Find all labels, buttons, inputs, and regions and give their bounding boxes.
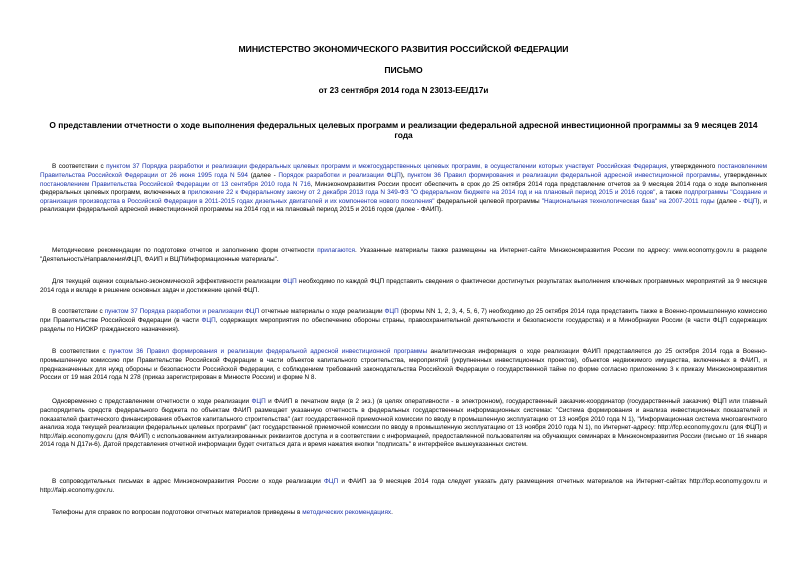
paragraph-text: Методические рекомендации по подготовке отчетов и заполнению форм отчетности — [52, 247, 318, 255]
doc-link[interactable]: прилагаются — [317, 247, 355, 255]
doc-link[interactable]: постановлением Правительства Российской Федерации от 13 сентября 2010 года N 716 — [40, 180, 311, 188]
doc-link[interactable]: ФЦП — [201, 316, 216, 324]
paragraph-text: В соответствии с — [52, 163, 107, 171]
paragraph-2 — [40, 247, 767, 264]
document-title: О представлении отчетности о ходе выполнения федеральных целевых программ и реализации федеральной адресной инвестиционной программы за 9 месяцев 2014 года — [49, 120, 758, 141]
paragraph-3 — [40, 278, 767, 295]
paragraph-text: ), — [400, 171, 408, 179]
paragraph-text: (формы NN 1, 2, 3, 4, 5, 6, 7) необходимо до 25 октября 2014 года представить также в Военно-промышленную комиссию при Правительстве Российской Федерации (в части — [40, 308, 767, 324]
paragraph-text: , утвержденных — [719, 171, 767, 179]
doc-link[interactable]: ФЦП — [743, 197, 758, 205]
paragraph-5 — [40, 348, 767, 382]
doc-link[interactable]: приложение 22 к Федеральному закону от 2 декабря 2013 года N 349-ФЗ "О федеральном бюджете на 2014 год и на плановый период 2015 и 2016 годов" — [187, 189, 656, 197]
paragraph-text: отчетные материалы о ходе реализации — [259, 308, 385, 316]
paragraph-text: , Минэкономразвития России просит обеспечить в срок до 25 октября 2014 года представление отчетов за 9 месяцев 2014 года о ходе выполнения федеральных целевых программ, включенных в — [40, 180, 768, 197]
ministry-name: МИНИСТЕРСТВО ЭКОНОМИЧЕСКОГО РАЗВИТИЯ РОССИЙСКОЙ ФЕДЕРАЦИИ — [238, 44, 569, 54]
paragraph-text: Для текущей оценки социально-экономической эффективности реализации — [52, 278, 283, 286]
doc-link[interactable]: пунктом 36 Правил формирования и реализации федеральной адресной инвестиционной программы — [108, 348, 428, 356]
paragraph-text: . Указанные материалы также размещены на Интернет-сайте Минэкономразвития России по адресу: www.economy.gov.ru в разделе "Деятельность\Направления\ФЦП, ФАИП и ВЦП\Информационные материалы". — [40, 247, 767, 263]
paragraph-7 — [40, 478, 767, 495]
doc-link[interactable]: "Национальная технологическая база" на 2007-2011 годы — [541, 197, 715, 205]
paragraph-text: Одновременно с представлением отчетности о ходе реализации — [52, 398, 252, 406]
doc-link[interactable]: пунктом 37 Порядка разработки и реализации ФЦП — [104, 308, 260, 316]
paragraph-text: В сопроводительных письмах в адрес Минэкономразвития России о ходе реализации — [52, 478, 325, 486]
doc-link[interactable]: постановлением Правительства Российской Федерации от 26 июня 1995 года N 594 — [40, 163, 768, 179]
paragraph-text: В соответствии с — [52, 308, 105, 316]
paragraph-text: , содержащих мероприятия по обеспечению обороны страны, правоохранительной деятельности и безопасности государства) и в Минобрнауки России (в части ФЦП содержащих разделы по НИОКР гражданского назначения). — [40, 316, 767, 333]
paragraph-4 — [40, 308, 767, 334]
paragraph-text: . — [391, 509, 393, 517]
paragraph-text: аналитическая информация о ходе реализации ФАИП представляется до 25 октября 2014 года в Военно-промышленную комиссию при Правительстве Российской Федерации в части объектов капитального строительства, мероприятий (укрупненных инвестиционных проектов), объектов недвижимого имущества, включенных в ФАИП, и предназначенных для нужд обороны и безопасности Российской Федерации, с соблюдением требований законодательства Российской Федерации о государственной тайне по форме согласно приложению 3 к приказу Минэкономразвития России от 19 мая 2014 года N 278 (приказ зарегистрирован в Минюсте России) и форме N 8. — [40, 348, 767, 382]
paragraph-text: (далее - — [714, 197, 744, 205]
document-date-number: от 23 сентября 2014 года N 23013-ЕЕ/Д17и — [318, 86, 489, 95]
paragraph-text: Телефоны для справок по вопросам подготовки отчетных материалов приведены в — [52, 509, 303, 517]
paragraph-1 — [40, 163, 767, 215]
paragraph-text: федеральной целевой программы — [434, 197, 542, 205]
paragraph-text: В соответствии с — [52, 348, 109, 356]
paragraph-text: , а также — [655, 189, 685, 197]
paragraph-text: и ФАИП за 9 месяцев 2014 года следует указать дату размещения отчетных материалов на Интернет-сайтах http://fcp.economy.gov.ru и http://faip.economy.gov.ru. — [40, 478, 767, 494]
doc-link[interactable]: методических рекомендациях — [302, 509, 392, 517]
doc-link[interactable]: ФЦП — [384, 308, 399, 316]
doc-link[interactable]: Порядок разработки и реализации ФЦП — [278, 171, 401, 179]
paragraph-text: необходимо по каждой ФЦП представить сведения о фактически достигнутых результатах выполнения ключевых программных мероприятий за 9 месяцев 2014 года и вкладе в решение основных задач и достижение целей ФЦП. — [40, 278, 767, 294]
doc-link[interactable]: ФЦП — [251, 398, 266, 406]
paragraph-8 — [40, 509, 767, 518]
doc-link[interactable]: ФЦП — [324, 478, 339, 486]
paragraph-text: (далее - — [247, 171, 279, 179]
doc-link[interactable]: подпрограммы "Создание и организация производства в Российской Федерации в 2011-2015 годах дизельных двигателей и их компонентов нового поколения" — [40, 189, 767, 205]
document-type: ПИСЬМО — [384, 65, 423, 75]
doc-link[interactable]: пунктом 36 Правил формирования и реализации федеральной адресной инвестиционной программы — [407, 171, 720, 179]
doc-link[interactable]: пунктом 37 Порядка разработки и реализации федеральных целевых программ и межгосударственных целевых программ, в осуществлении которых участвует Российская Федерация — [106, 163, 667, 171]
doc-link[interactable]: ФЦП — [282, 278, 297, 286]
paragraph-text: , утвержденного — [666, 163, 718, 171]
paragraph-6 — [40, 398, 767, 450]
paragraph-text: ), и реализации федеральной адресной инвестиционной программы на 2014 год и на плановый период 2015 и 2016 годов (далее - ФАИП). — [40, 197, 767, 214]
paragraph-text: и ФАИП в печатном виде (в 2 экз.) (в целях оперативности - в электронном), государственный заказчик-координатор (государственный заказчик) ФЦП или главный распорядитель средств федерального бюджета по объектам ФАИП размещает указанную отчетность в федеральных государственных информационных системах: "Система формирования и анализа инвестиционных показателей и показателей фактического финансирования объектов капитального строительства" (акт государственной приемочной комиссии по вводу в промышленную эксплуатацию от 13 ноября 2010 года N 1), "Информационная система многоагентного анализа хода текущей реализации федеральных целевых программ" (акт государственной приемочной комиссии по вводу в промышленную эксплуатацию от 13 ноября 2010 года N 1), по Интернет-адресу: http://fcp.economy.gov.ru (для ФЦП) и http://faip.economy.gov.ru (для ФАИП) с использованием актуализированных реквизитов доступа и в соответствии с информацией, предоставленной пользователям на обучающих семинарах в Минэкономразвития России (письмо от 16 января 2014 года N Д17и-6). Датой представления отчетной информации будет считаться дата и время нажатия кнопки "подписать" в интерфейсе вышеуказанных систем. — [40, 398, 767, 449]
